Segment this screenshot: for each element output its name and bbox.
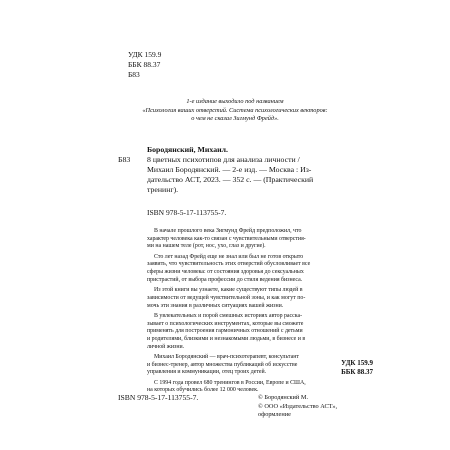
annotation-line: Из этой книги вы узнаете, какие существуют типы людей в — [154, 287, 303, 294]
annotation-line: и родителями, близкими и незнакомыми людьми, в бизнесе и в — [147, 335, 306, 342]
edition-note-line: «Психология ваших отверстий. Система психологических векторов: — [142, 106, 328, 114]
annotation-line: личной жизни. — [147, 343, 185, 350]
bibliographic-author-mark: Б83 — [118, 155, 131, 164]
annotation-paragraph — [147, 254, 373, 285]
copyright-line: © Бородянский М. — [258, 394, 309, 401]
annotation-line: мочь эти знания в различных ситуациях вашей жизни. — [147, 302, 284, 309]
annotation-line: зависимости от ведущей чувствительной зоны, и как могут по- — [147, 294, 306, 301]
edition-note — [100, 98, 370, 124]
closing-classification — [327, 359, 373, 377]
isbn-line: ISBN 978-5-17-113755-7. — [147, 208, 227, 217]
annotation-line: зывает о психологических инструментах, которые вы сможете — [147, 320, 304, 327]
annotation-line: В начале прошлого века Зигмунд Фрейд предположил, что — [154, 228, 302, 234]
footer-isbn: ISBN 978-5-17-113755-7. — [118, 393, 199, 402]
author-mark: Б83 — [128, 70, 140, 79]
bibliographic-description — [147, 155, 372, 195]
annotation-line: С 1994 года провел 680 тренингов в России, Европе и США, — [154, 379, 306, 386]
bib-line: 8 цветных психотипов для анализа личности / — [147, 155, 300, 164]
annotation-line: управления и коммуникации, отец троих детей. — [147, 369, 267, 376]
bbk-code: ББК 88.37 — [128, 60, 161, 69]
copyright-block — [258, 394, 337, 420]
edition-note-line: 1-е издание выходило под названием — [186, 98, 284, 105]
annotation-line: характер человека как-то связан с чувствительными отверстия- — [147, 235, 306, 242]
annotation-paragraph — [147, 228, 373, 251]
copyright-line: оформление — [258, 411, 291, 419]
bib-line: Михаил Бородянский. — 2-е изд. — Москва : Из- — [147, 165, 312, 174]
bib-line: тренинг). — [147, 185, 179, 194]
annotation-line: применять для построения гармоничных отношений с детьми — [147, 328, 303, 335]
copyright-line: © ООО «Издательство АСТ», — [258, 402, 338, 410]
bbk-code: ББК 88.37 — [341, 368, 373, 376]
annotation-line: пристрастий, от выбора профессии до стиля ведения бизнеса. — [147, 276, 303, 283]
annotation-line: и бизнес-тренер, автор множества публикаций об искусстве — [147, 361, 298, 368]
annotation-line: на которых обучились более 12 000 человек. — [147, 387, 259, 394]
annotation-line: В увлекательных и порой смешных историях автор расска- — [154, 312, 303, 319]
annotation-line: заявить, что чувствительность этих отверстий обусловливает все — [147, 261, 311, 268]
udc-code: УДК 159.9 — [128, 50, 162, 59]
annotation-line: сферы жизни человека: от состояния здоровья до сексуальных — [147, 269, 304, 276]
annotation-line: Сто лет назад Фрейд еще не знал или был не готов открыто — [154, 253, 304, 260]
edition-note-line: о чем не сказал Зигмунд Фрейд». — [191, 115, 279, 123]
annotation-paragraph — [147, 313, 373, 352]
classification-block — [128, 50, 161, 80]
annotation-paragraph — [147, 287, 373, 310]
annotation-line: ми на нашем теле (рот, нос, ухо, глаз и другие). — [147, 243, 266, 250]
udc-code: УДК 159.9 — [341, 359, 373, 367]
author-heading: Бородянский, Михаил. — [147, 145, 228, 154]
bib-line: дательство АСТ, 2023. — 352 с. — (Практический — [147, 175, 314, 184]
annotation-line: Михаил Бородянский — врач-психотерапевт, консультант — [154, 353, 299, 360]
